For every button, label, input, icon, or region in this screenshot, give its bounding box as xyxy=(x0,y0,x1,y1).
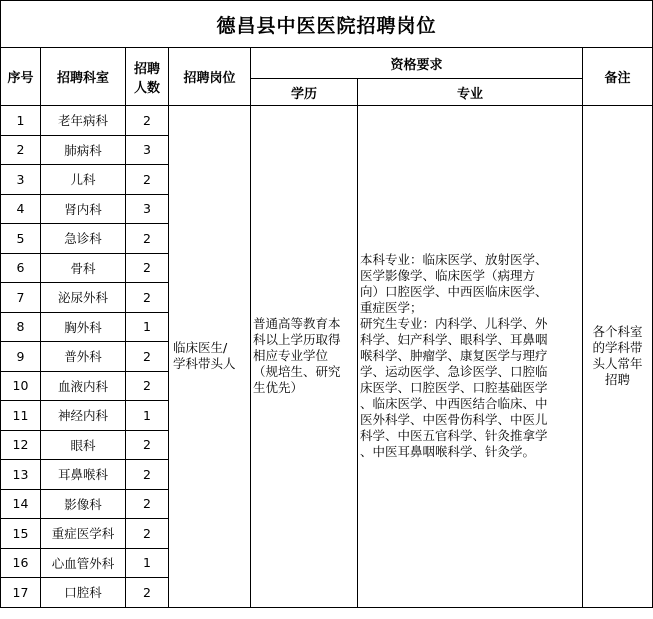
header-index: 序号 xyxy=(1,48,41,106)
row-count: 3 xyxy=(126,194,169,224)
row-count: 2 xyxy=(126,371,169,401)
row-department: 儿科 xyxy=(41,165,126,195)
row-department: 骨科 xyxy=(41,253,126,283)
row-department: 影像科 xyxy=(41,489,126,519)
header-count xyxy=(126,48,169,106)
row-index: 15 xyxy=(1,519,41,549)
header-education: 学历 xyxy=(251,79,358,106)
row-department: 血液内科 xyxy=(41,371,126,401)
row-count: 2 xyxy=(126,430,169,460)
notes-cell: 各个科室 的学科带 头人常年 招聘 xyxy=(583,106,653,608)
row-index: 7 xyxy=(1,283,41,313)
row-department: 急诊科 xyxy=(41,224,126,254)
row-department: 神经内科 xyxy=(41,401,126,431)
position-cell: 临床医生/ 学科带头人 xyxy=(169,106,251,608)
row-count: 3 xyxy=(126,135,169,165)
row-department: 肾内科 xyxy=(41,194,126,224)
row-department: 普外科 xyxy=(41,342,126,372)
header-department: 招聘科室 xyxy=(41,48,126,106)
row-department: 重症医学科 xyxy=(41,519,126,549)
row-count: 2 xyxy=(126,489,169,519)
header-qualifications: 资格要求 xyxy=(251,48,583,79)
row-index: 10 xyxy=(1,371,41,401)
row-index: 13 xyxy=(1,460,41,490)
row-count: 2 xyxy=(126,578,169,608)
header-notes: 备注 xyxy=(583,48,653,106)
table-row xyxy=(1,106,653,136)
row-index: 4 xyxy=(1,194,41,224)
row-count: 2 xyxy=(126,224,169,254)
row-index: 8 xyxy=(1,312,41,342)
row-department: 泌尿外科 xyxy=(41,283,126,313)
row-index: 6 xyxy=(1,253,41,283)
row-department: 心血管外科 xyxy=(41,548,126,578)
row-count: 2 xyxy=(126,165,169,195)
row-department: 眼科 xyxy=(41,430,126,460)
row-department: 老年病科 xyxy=(41,106,126,136)
row-count: 2 xyxy=(126,253,169,283)
row-count: 1 xyxy=(126,548,169,578)
row-department: 耳鼻喉科 xyxy=(41,460,126,490)
header-count-line2: 人数 xyxy=(133,80,160,96)
major-cell: 本科专业：临床医学、放射医学、 医学影像学、临床医学（病理方 向）口腔医学、中西医临床医学、 重症医学； 研究生专业：内科学、儿科学、外 科学、妇产科学、眼科学、耳鼻咽 喉科学、肿瘤学、康复医学与理疗 学、运动医学、急诊医学、口腔临 床医学、口腔医学、口腔基础医学 、临床医学、中西医结合临床、中 医外科学、中医骨伤科学、中医儿 科学、中医五官科学、针灸推拿学 、中医耳鼻咽喉科学、针灸学。 xyxy=(358,106,583,608)
row-department: 口腔科 xyxy=(41,578,126,608)
row-index: 1 xyxy=(1,106,41,136)
table-body xyxy=(1,106,653,608)
row-count: 2 xyxy=(126,519,169,549)
header-count-line1: 招聘 xyxy=(133,61,160,77)
row-index: 3 xyxy=(1,165,41,195)
row-index: 11 xyxy=(1,401,41,431)
row-count: 2 xyxy=(126,283,169,313)
page-title: 德昌县中医医院招聘岗位 xyxy=(1,1,653,48)
row-department: 胸外科 xyxy=(41,312,126,342)
row-index: 2 xyxy=(1,135,41,165)
education-cell: 普通高等教育本 科以上学历取得 相应专业学位 （规培生、研究 生优先） xyxy=(251,106,358,608)
row-count: 2 xyxy=(126,342,169,372)
row-index: 9 xyxy=(1,342,41,372)
row-index: 12 xyxy=(1,430,41,460)
row-index: 14 xyxy=(1,489,41,519)
row-index: 16 xyxy=(1,548,41,578)
row-count: 1 xyxy=(126,401,169,431)
row-index: 5 xyxy=(1,224,41,254)
row-department: 肺病科 xyxy=(41,135,126,165)
header-position: 招聘岗位 xyxy=(169,48,251,106)
row-count: 2 xyxy=(126,460,169,490)
row-count: 1 xyxy=(126,312,169,342)
row-index: 17 xyxy=(1,578,41,608)
row-count: 2 xyxy=(126,106,169,136)
header-major: 专业 xyxy=(358,79,583,106)
